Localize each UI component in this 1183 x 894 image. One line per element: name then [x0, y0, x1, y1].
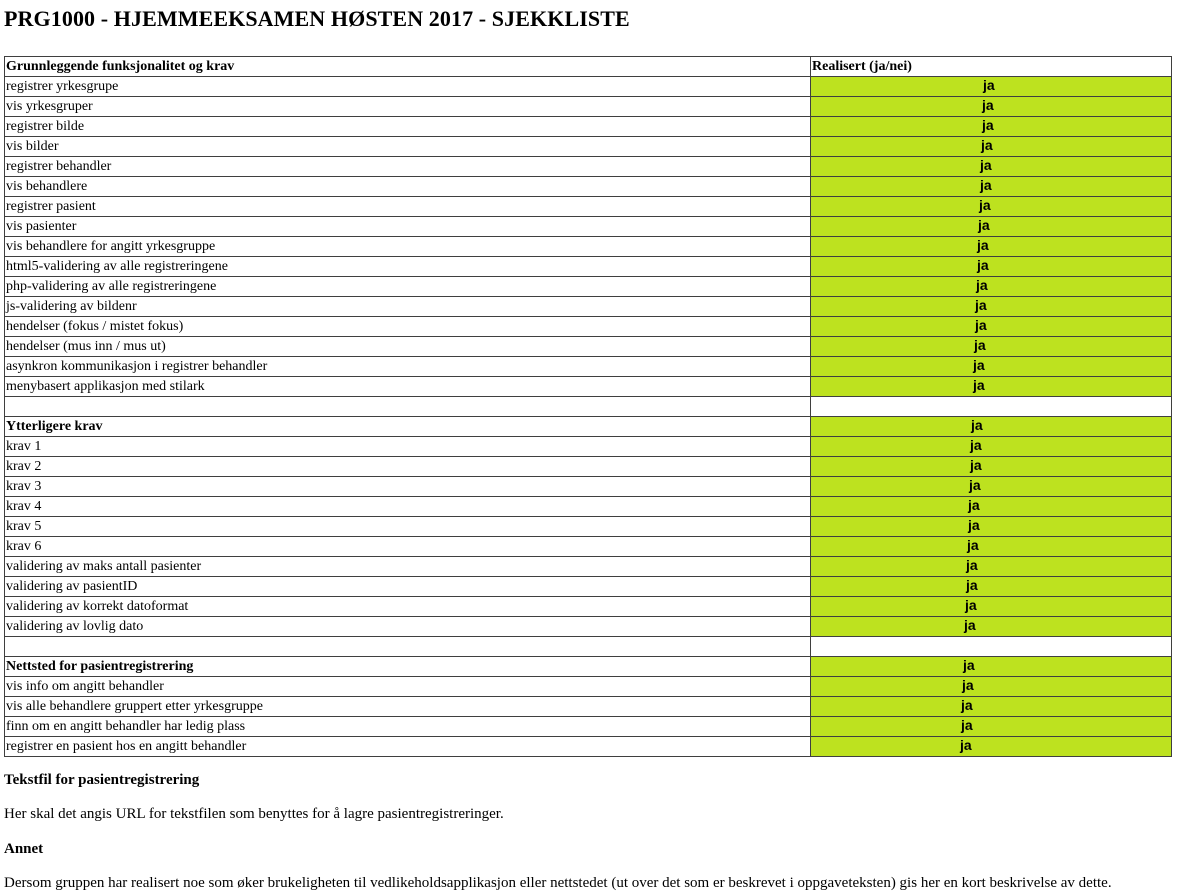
row-label: registrer behandler [5, 157, 811, 177]
row-label: vis info om angitt behandler [5, 677, 811, 697]
table-row [5, 257, 1172, 277]
table-row [5, 597, 1172, 617]
realisert-cell [811, 437, 1172, 457]
realisert-value: ja [966, 577, 978, 593]
realisert-value: ja [971, 417, 983, 433]
row-label: registrer pasient [5, 197, 811, 217]
checklist-table [4, 56, 1172, 757]
row-label: krav 1 [5, 437, 811, 457]
realisert-value: ja [980, 177, 992, 193]
annet-text: Dersom gruppen har realisert noe som øker brukeligheten til vedlikeholdsapplikasjon eller nettstedet (ut over det som er beskrevet i oppgaveteksten) gis her en kort beskrivelse av dette. [4, 875, 1112, 891]
table-row [5, 457, 1172, 477]
table-row [5, 297, 1172, 317]
row-label: krav 5 [5, 517, 811, 537]
row-label: vis pasienter [5, 217, 811, 237]
table-header-row [5, 57, 1172, 77]
realisert-cell [811, 637, 1172, 657]
row-label: registrer yrkesgrupe [5, 77, 811, 97]
realisert-value: ja [970, 437, 982, 453]
realisert-cell [811, 137, 1172, 157]
table-row [5, 537, 1172, 557]
realisert-cell [811, 237, 1172, 257]
row-label: hendelser (mus inn / mus ut) [5, 337, 811, 357]
realisert-value: ja [968, 497, 980, 513]
realisert-cell [811, 557, 1172, 577]
table-row [5, 697, 1172, 717]
table-row [5, 737, 1172, 757]
realisert-cell [811, 597, 1172, 617]
table-row [5, 177, 1172, 197]
annet-heading: Annet [4, 841, 44, 857]
realisert-cell [811, 537, 1172, 557]
table-row [5, 277, 1172, 297]
realisert-cell [811, 377, 1172, 397]
table-row [5, 577, 1172, 597]
realisert-cell [811, 197, 1172, 217]
realisert-value: ja [960, 737, 972, 753]
realisert-cell [811, 457, 1172, 477]
table-row [5, 97, 1172, 117]
row-label: vis bilder [5, 137, 811, 157]
realisert-cell [811, 117, 1172, 137]
row-label: vis behandlere [5, 177, 811, 197]
realisert-value: ja [965, 597, 977, 613]
row-label: html5-validering av alle registreringene [5, 257, 811, 277]
table-row [5, 337, 1172, 357]
header-label: Grunnleggende funksjonalitet og krav [5, 57, 811, 77]
row-label: krav 3 [5, 477, 811, 497]
table-row [5, 677, 1172, 697]
table-row [5, 157, 1172, 177]
realisert-value: ja [982, 97, 994, 113]
realisert-cell [811, 477, 1172, 497]
realisert-value: ja [973, 377, 985, 393]
row-label: vis yrkesgruper [5, 97, 811, 117]
realisert-value: ja [975, 317, 987, 333]
table-row [5, 77, 1172, 97]
table-row [5, 137, 1172, 157]
realisert-cell [811, 177, 1172, 197]
table-row [5, 197, 1172, 217]
realisert-cell [811, 217, 1172, 237]
realisert-cell [811, 397, 1172, 417]
table-row [5, 497, 1172, 517]
table-row [5, 357, 1172, 377]
realisert-value: ja [961, 717, 973, 733]
realisert-cell [811, 697, 1172, 717]
realisert-cell [811, 717, 1172, 737]
realisert-value: ja [976, 277, 988, 293]
row-label: php-validering av alle registreringene [5, 277, 811, 297]
table-row [5, 717, 1172, 737]
row-label: vis alle behandlere gruppert etter yrkesgruppe [5, 697, 811, 717]
realisert-value: ja [970, 457, 982, 473]
table-row [5, 617, 1172, 637]
realisert-cell [811, 577, 1172, 597]
row-label: krav 6 [5, 537, 811, 557]
realisert-cell [811, 337, 1172, 357]
row-label: vis behandlere for angitt yrkesgruppe [5, 237, 811, 257]
row-label: finn om en angitt behandler har ledig plass [5, 717, 811, 737]
realisert-cell [811, 417, 1172, 437]
row-label: asynkron kommunikasjon i registrer behandler [5, 357, 811, 377]
row-label: krav 4 [5, 497, 811, 517]
realisert-value: ja [969, 477, 981, 493]
realisert-value: ja [975, 297, 987, 313]
realisert-cell [811, 277, 1172, 297]
row-label: registrer bilde [5, 117, 811, 137]
realisert-value: ja [977, 237, 989, 253]
table-row [5, 317, 1172, 337]
table-row [5, 217, 1172, 237]
row-label [5, 637, 811, 657]
realisert-cell [811, 677, 1172, 697]
realisert-value: ja [974, 337, 986, 353]
realisert-value: ja [978, 217, 990, 233]
row-label: menybasert applikasjon med stilark [5, 377, 811, 397]
row-label: validering av korrekt datoformat [5, 597, 811, 617]
realisert-value: ja [966, 557, 978, 573]
table-row [5, 517, 1172, 537]
row-label: js-validering av bildenr [5, 297, 811, 317]
page-title: PRG1000 - HJEMMEEKSAMEN HØSTEN 2017 - SJEKKLISTE [4, 6, 630, 31]
table-row [5, 437, 1172, 457]
table-row [5, 377, 1172, 397]
realisert-value: ja [980, 157, 992, 173]
table-row [5, 117, 1172, 137]
realisert-cell [811, 517, 1172, 537]
realisert-value: ja [982, 117, 994, 133]
row-label: validering av pasientID [5, 577, 811, 597]
realisert-cell [811, 97, 1172, 117]
realisert-value: ja [962, 677, 974, 693]
header-value-label: Realisert (ja/nei) [811, 57, 1172, 77]
realisert-cell [811, 617, 1172, 637]
section-label: Nettsted for pasientregistrering [5, 657, 811, 677]
realisert-value: ja [979, 197, 991, 213]
realisert-cell [811, 737, 1172, 757]
section-row [5, 657, 1172, 677]
realisert-value: ja [981, 137, 993, 153]
blank-row [5, 637, 1172, 657]
realisert-value: ja [967, 537, 979, 553]
realisert-value: ja [964, 617, 976, 633]
realisert-value: ja [983, 77, 995, 93]
realisert-cell [811, 157, 1172, 177]
realisert-cell [811, 77, 1172, 97]
tekstfil-text: Her skal det angis URL for tekstfilen som benyttes for å lagre pasientregistreringer. [4, 806, 504, 822]
row-label: validering av lovlig dato [5, 617, 811, 637]
table-row [5, 557, 1172, 577]
realisert-cell [811, 357, 1172, 377]
realisert-cell [811, 497, 1172, 517]
blank-row [5, 397, 1172, 417]
row-label: krav 2 [5, 457, 811, 477]
tekstfil-heading: Tekstfil for pasientregistrering [4, 772, 200, 788]
realisert-cell [811, 657, 1172, 677]
realisert-value: ja [968, 517, 980, 533]
row-label: hendelser (fokus / mistet fokus) [5, 317, 811, 337]
realisert-value: ja [977, 257, 989, 273]
realisert-value: ja [963, 657, 975, 673]
realisert-value: ja [973, 357, 985, 373]
row-label [5, 397, 811, 417]
section-label: Ytterligere krav [5, 417, 811, 437]
realisert-value: ja [961, 697, 973, 713]
section-row [5, 417, 1172, 437]
row-label: validering av maks antall pasienter [5, 557, 811, 577]
table-row [5, 477, 1172, 497]
realisert-cell [811, 257, 1172, 277]
realisert-cell [811, 317, 1172, 337]
realisert-cell [811, 297, 1172, 317]
row-label: registrer en pasient hos en angitt behandler [5, 737, 811, 757]
table-row [5, 237, 1172, 257]
